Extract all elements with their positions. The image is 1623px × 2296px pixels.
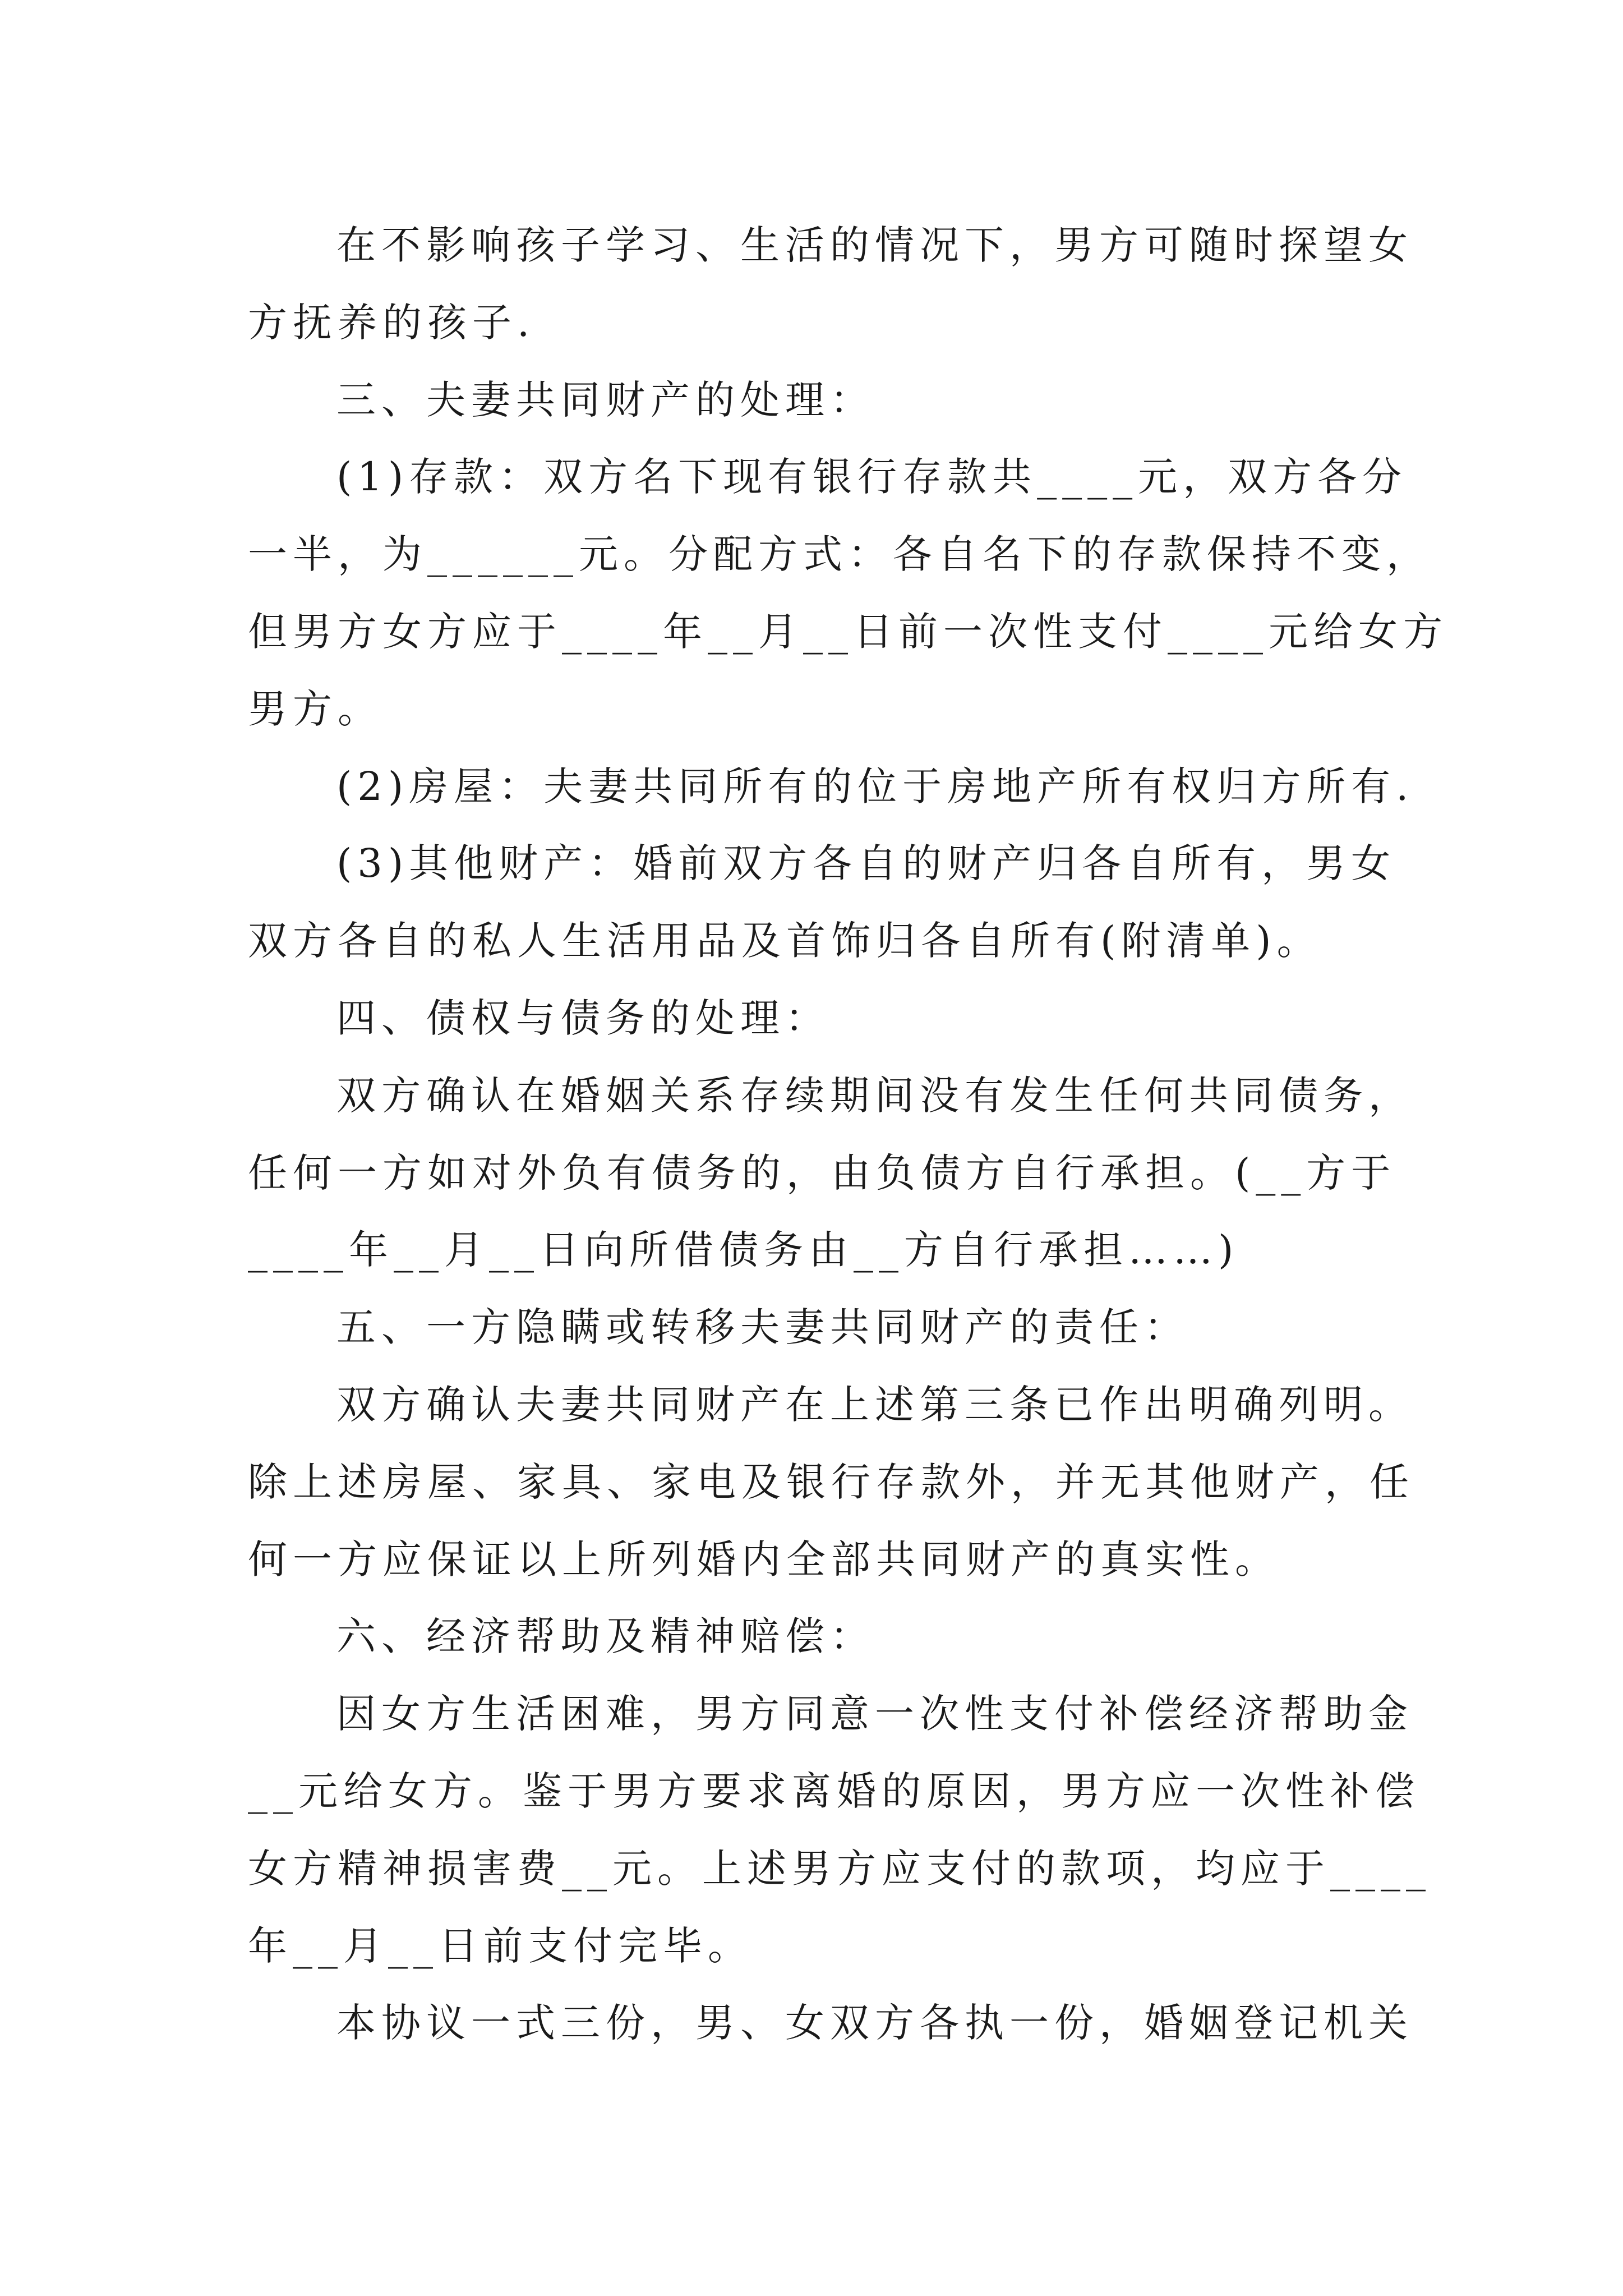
text-line: 方抚养的孩子. [248, 300, 536, 346]
text-line: __元给女方。鉴于男方要求离婚的原因，男方应一次性补偿 [248, 1768, 1420, 1814]
text-line: 任何一方如对外负有债务的，由负债方自行承担。(__方于 [248, 1150, 1396, 1196]
text-line: 何一方应保证以上所列婚内全部共同财产的真实性。 [248, 1536, 1280, 1582]
section-heading-3: 三、夫妻共同财产的处理： [336, 377, 875, 423]
text-line: 双方确认在婚姻关系存续期间没有发生任何共同债务， [336, 1073, 1413, 1119]
text-line: 但男方女方应于____年__月__日前一次性支付____元给女方 [248, 609, 1448, 655]
text-line: 一半，为______元。分配方式：各自名下的存款保持不变， [248, 531, 1431, 577]
text-line: ____年__月__日向所借债务由__方自行承担……) [248, 1227, 1239, 1273]
text-line: 本协议一式三份，男、女双方各执一份，婚姻登记机关 [336, 2000, 1413, 2046]
section-heading-6: 六、经济帮助及精神赔偿： [336, 1613, 875, 1659]
text-line: (2)房屋：夫妻共同所有的位于房地产所有权归方所有. [336, 763, 1414, 809]
text-line: 除上述房屋、家具、家电及银行存款外，并无其他财产，任 [248, 1459, 1414, 1505]
text-line: 在不影响孩子学习、生活的情况下，男方可随时探望女 [336, 222, 1413, 268]
text-line: (1)存款：双方名下现有银行存款共____元，双方各分 [336, 454, 1408, 500]
text-line: 女方精神损害费__元。上述男方应支付的款项，均应于____ [248, 1846, 1431, 1892]
text-line: (3)其他财产：婚前双方各自的财产归各自所有，男女 [336, 840, 1396, 886]
text-line: 双方各自的私人生活用品及首饰归各自所有(附清单)。 [248, 918, 1322, 964]
text-line: 双方确认夫妻共同财产在上述第三条已作出明确列明。 [336, 1382, 1413, 1428]
text-line: 因女方生活困难，男方同意一次性支付补偿经济帮助金 [336, 1691, 1413, 1737]
section-heading-5: 五、一方隐瞒或转移夫妻共同财产的责任： [336, 1304, 1189, 1350]
section-heading-4: 四、债权与债务的处理： [336, 995, 830, 1041]
text-line: 年__月__日前支付完毕。 [248, 1923, 753, 1969]
text-line: 男方。 [248, 686, 382, 732]
